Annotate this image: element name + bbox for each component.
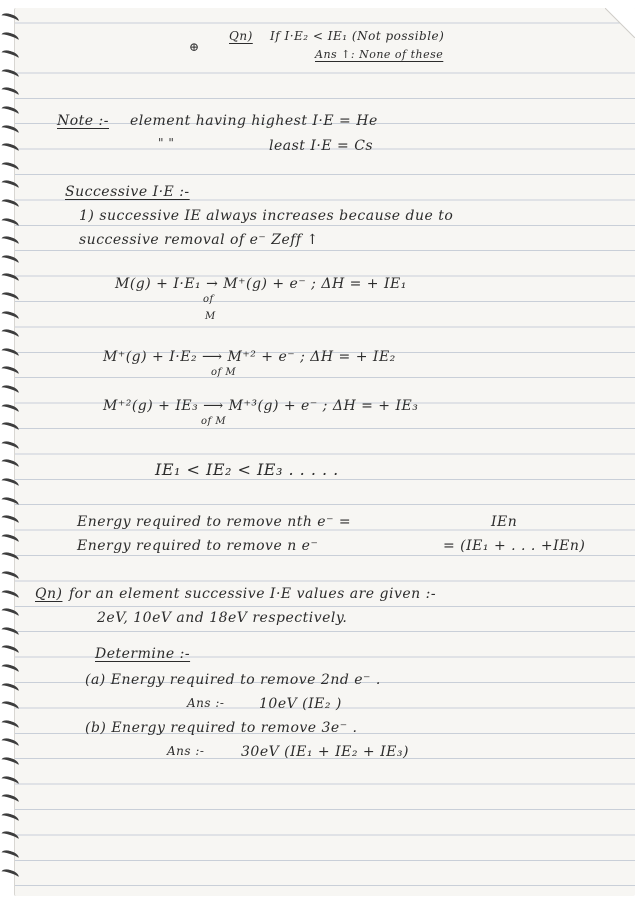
equation-2: M⁺(g) + I·E₂ ⟶ M⁺² + e⁻ ; ΔH = + IE₂ xyxy=(103,349,396,365)
note-line-least: least I·E = Cs xyxy=(269,138,374,154)
part-b: (b) Energy required to remove 3e⁻ . xyxy=(85,720,358,736)
spiral-ring xyxy=(0,662,20,676)
energy-nth-right: IEn xyxy=(491,514,518,530)
ie-order: IE₁ < IE₂ < IE₃ . . . . . xyxy=(155,460,339,479)
equation-3: M⁺²(g) + IE₃ ⟶ M⁺³(g) + e⁻ ; ΔH = + IE₃ xyxy=(103,398,419,414)
spiral-ring xyxy=(0,197,20,211)
part-b-answer: 30eV (IE₁ + IE₂ + IE₃) xyxy=(241,744,409,760)
spiral-ring xyxy=(0,49,20,63)
spiral-ring xyxy=(0,346,20,360)
spiral-ring xyxy=(0,402,20,416)
part-a: (a) Energy required to remove 2nd e⁻ . xyxy=(85,672,381,688)
question-answer: Ans ↑: None of these xyxy=(315,48,444,61)
doodle-icon: ⊕ xyxy=(189,40,200,54)
energy-n-right: = (IE₁ + . . . +IEn) xyxy=(443,538,586,554)
spiral-ring xyxy=(0,867,20,881)
question-2-line-2: 2eV, 10eV and 18eV respectively. xyxy=(97,610,348,626)
spiral-ring xyxy=(0,718,20,732)
point-1-line-2: successive removal of e⁻ Zeff ↑ xyxy=(79,232,319,248)
spiral-ring xyxy=(0,104,20,118)
spiral-ring xyxy=(0,328,20,342)
spiral-ring xyxy=(0,755,20,769)
part-b-answer-label: Ans :- xyxy=(167,744,205,758)
question-text: If I·E₂ < IE₁ (Not possible) xyxy=(270,29,445,43)
spiral-ring xyxy=(0,644,20,658)
spiral-ring xyxy=(0,793,20,807)
note-line-highest: element having highest I·E = He xyxy=(130,113,378,129)
equation-1-sub-of: of xyxy=(203,294,214,305)
notebook-page xyxy=(14,8,635,896)
section-heading: Successive I·E :- xyxy=(65,184,190,200)
equation-2-sub: of M xyxy=(211,367,237,378)
spiral-ring xyxy=(0,681,20,695)
spiral-ring xyxy=(0,495,20,509)
spiral-binding xyxy=(0,8,22,896)
spiral-ring xyxy=(0,532,20,546)
question-number: Qn) xyxy=(229,29,253,43)
spiral-ring xyxy=(0,700,20,714)
spiral-ring xyxy=(0,179,20,193)
question-2-label: Qn) xyxy=(35,586,63,602)
spiral-ring xyxy=(0,458,20,472)
spiral-ring xyxy=(0,625,20,639)
spiral-ring xyxy=(0,476,20,490)
spiral-ring xyxy=(0,514,20,528)
spiral-ring xyxy=(0,607,20,621)
part-a-answer-label: Ans :- xyxy=(187,696,225,710)
question-2-line-1: for an element successive I·E values are given :- xyxy=(69,586,437,602)
spiral-ring xyxy=(0,86,20,100)
spiral-ring xyxy=(0,160,20,174)
spiral-ring xyxy=(0,569,20,583)
spiral-ring xyxy=(0,383,20,397)
page-fold-corner xyxy=(605,8,635,38)
spiral-ring xyxy=(0,830,20,844)
spiral-ring xyxy=(0,253,20,267)
spiral-ring xyxy=(0,551,20,565)
spiral-ring xyxy=(0,11,20,25)
spiral-ring xyxy=(0,142,20,156)
spiral-ring xyxy=(0,588,20,602)
spiral-ring xyxy=(0,216,20,230)
spiral-ring xyxy=(0,811,20,825)
spiral-ring xyxy=(0,737,20,751)
note-label: Note :- xyxy=(57,113,109,129)
spiral-ring xyxy=(0,439,20,453)
spiral-ring xyxy=(0,309,20,323)
note-ditto: " " xyxy=(158,136,175,150)
spiral-ring xyxy=(0,774,20,788)
spiral-ring xyxy=(0,67,20,81)
energy-nth-left: Energy required to remove nth e⁻ = xyxy=(77,514,352,530)
spiral-ring xyxy=(0,235,20,249)
part-a-answer: 10eV (IE₂ ) xyxy=(259,696,342,712)
equation-3-sub: of M xyxy=(201,416,227,427)
spiral-ring xyxy=(0,30,20,44)
equation-1: M(g) + I·E₁ → M⁺(g) + e⁻ ; ΔH = + IE₁ xyxy=(115,276,407,292)
spiral-ring xyxy=(0,848,20,862)
determine-label: Determine :- xyxy=(95,646,191,662)
spiral-ring xyxy=(0,272,20,286)
equation-1-sub-m: M xyxy=(205,311,216,322)
energy-n-left: Energy required to remove n e⁻ xyxy=(77,538,319,554)
spiral-ring xyxy=(0,123,20,137)
spiral-ring xyxy=(0,290,20,304)
spiral-ring xyxy=(0,365,20,379)
point-1-line-1: 1) successive IE always increases because due to xyxy=(79,208,454,224)
spiral-ring xyxy=(0,421,20,435)
